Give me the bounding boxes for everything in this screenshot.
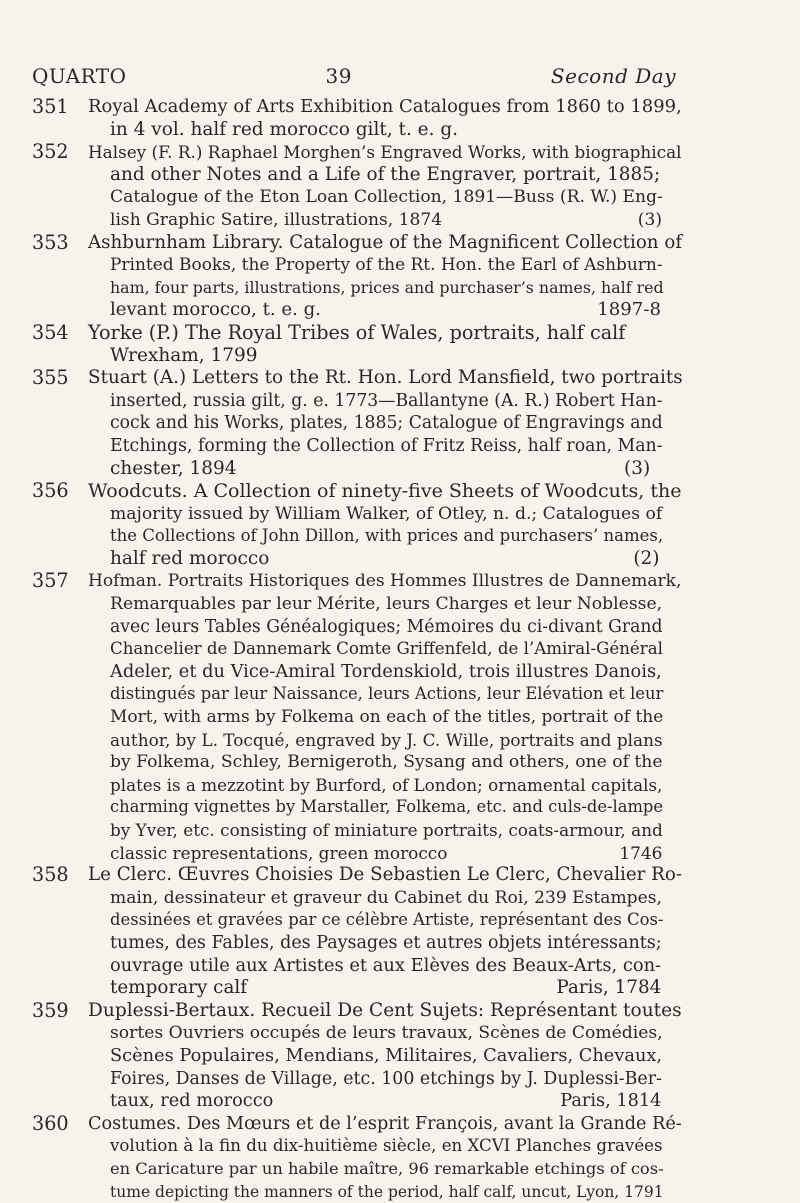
entry-line: by Folkema, Schley, Bernigeroth, Sysang and others, one of the xyxy=(88,751,682,774)
lot-number: 351 xyxy=(32,96,80,119)
entry-line: half red morocco (2) xyxy=(88,548,682,571)
entry-line: avec leurs Tables Généalogiques; Mémoires du ci-divant Grand xyxy=(88,616,682,639)
catalogue-entry xyxy=(32,367,682,480)
entry-line: temporary calf Paris, 1784 xyxy=(88,977,682,1000)
entry-line: Costumes. Des Mœurs et de l’esprit François, avant la Grande Ré- xyxy=(88,1113,682,1136)
catalogue-entries xyxy=(32,96,682,1203)
lot-number: 358 xyxy=(32,864,80,887)
entry-line: Remarquables par leur Mérite, leurs Charges et leur Noblesse, xyxy=(88,593,682,616)
catalogue-entry xyxy=(32,864,682,1000)
running-head-format: QUARTO xyxy=(32,64,127,88)
catalogue-entry xyxy=(32,1000,682,1113)
entry-line: Foires, Danses de Village, etc. 100 etchings by J. Duplessi-Ber- xyxy=(88,1068,682,1091)
entry-line: tumes, des Fables, des Paysages et autres objets intéressants; xyxy=(88,932,682,955)
entry-line: majority issued by William Walker, of Otley, n. d.; Catalogues of xyxy=(88,503,682,526)
entry-line: the Collections of John Dillon, with prices and purchasers’ names, xyxy=(88,525,682,548)
entry-line: sortes Ouvriers occupés de leurs travaux, Scènes de Comédies, xyxy=(88,1022,682,1045)
running-head xyxy=(32,64,676,88)
lot-number: 354 xyxy=(32,322,80,345)
lot-number: 352 xyxy=(32,141,80,164)
entry-line: en Caricature par un habile maître, 96 remarkable etchings of cos- xyxy=(88,1158,682,1181)
entry-line: taux, red morocco Paris, 1814 xyxy=(88,1090,682,1113)
catalogue-entry xyxy=(32,480,682,570)
lot-number: 353 xyxy=(32,232,80,255)
catalogue-entry xyxy=(32,141,682,231)
lot-number: 355 xyxy=(32,367,80,390)
catalogue-entry xyxy=(32,1113,682,1203)
entry-line: Royal Academy of Arts Exhibition Catalogues from 1860 to 1899, xyxy=(88,96,682,119)
entry-line: Le Clerc. Œuvres Choisies De Sebastien Le Clerc, Chevalier Ro- xyxy=(88,864,682,887)
lot-number: 356 xyxy=(32,480,80,503)
entry-line: levant morocco, t. e. g. 1897-8 xyxy=(88,299,682,322)
entry-line: classic representations, green morocco 1746 xyxy=(88,842,682,865)
catalogue-entry xyxy=(32,570,682,864)
entry-line: cock and his Works, plates, 1885; Catalogue of Engravings and xyxy=(88,412,682,435)
entry-line: by Yver, etc. consisting of miniature portraits, coats-armour, and xyxy=(88,819,682,842)
entry-line: Hofman. Portraits Historiques des Hommes Illustres de Dannemark, xyxy=(88,570,682,593)
entry-line: Ashburnham Library. Catalogue of the Magnificent Collection of xyxy=(88,232,682,255)
entry-line: author, by L. Tocqué, engraved by J. C. Wille, portraits and plans xyxy=(88,729,682,752)
entry-line: Scènes Populaires, Mendians, Militaires, Cavaliers, Chevaux, xyxy=(88,1045,682,1068)
entry-line: charming vignettes by Marstaller, Folkema, etc. and culs-de-lampe xyxy=(88,796,682,819)
entry-line: Woodcuts. A Collection of ninety-five Sheets of Woodcuts, the xyxy=(88,480,682,503)
entry-line: Wrexham, 1799 xyxy=(88,345,682,368)
entry-line: chester, 1894 (3) xyxy=(88,458,682,481)
lot-number: 360 xyxy=(32,1113,80,1136)
entry-line: plates is a mezzotint by Burford, of London; ornamental capitals, xyxy=(88,774,682,797)
entry-line: inserted, russia gilt, g. e. 1773—Ballantyne (A. R.) Robert Han- xyxy=(88,390,682,413)
entry-line: Halsey (F. R.) Raphael Morghen’s Engraved Works, with biographical xyxy=(88,141,682,164)
entry-line: distingués par leur Naissance, leurs Actions, leur Elévation et leur xyxy=(88,683,682,706)
entry-line: Printed Books, the Property of the Rt. Hon. the Earl of Ashburn- xyxy=(88,254,682,277)
entry-line: Etchings, forming the Collection of Fritz Reiss, half roan, Man- xyxy=(88,435,682,458)
entry-line: ham, four parts, illustrations, prices and purchaser’s names, half red xyxy=(88,277,682,300)
entry-line: ouvrage utile aux Artistes et aux Elèves des Beaux-Arts, con- xyxy=(88,955,682,978)
entry-line: Chancelier de Dannemark Comte Griffenfeld, de l’Amiral-Général xyxy=(88,638,682,661)
entry-line: in 4 vol. half red morocco gilt, t. e. g. xyxy=(88,119,682,142)
entry-line: Duplessi-Bertaux. Recueil De Cent Sujets: Représentant toutes xyxy=(88,1000,682,1023)
entry-line: and other Notes and a Life of the Engraver, portrait, 1885; xyxy=(88,164,682,187)
entry-line: Catalogue of the Eton Loan Collection, 1891—Buss (R. W.) Eng- xyxy=(88,186,682,209)
lot-number: 357 xyxy=(32,570,80,593)
entry-line: main, dessinateur et graveur du Cabinet du Roi, 239 Estampes, xyxy=(88,887,682,910)
lot-number: 359 xyxy=(32,1000,80,1023)
entry-line: volution à la fin du dix-huitième siècle, en XCVI Planches gravées xyxy=(88,1135,682,1158)
entry-line: tume depicting the manners of the period, half calf, uncut, Lyon, 1791 xyxy=(88,1181,682,1203)
running-head-section: Second Day xyxy=(551,64,676,88)
entry-line: Yorke (P.) The Royal Tribes of Wales, portraits, half calf xyxy=(88,322,682,345)
catalogue-entry xyxy=(32,96,682,141)
catalogue-entry xyxy=(32,232,682,322)
entry-line: dessinées et gravées par ce célèbre Artiste, représentant des Cos- xyxy=(88,909,682,932)
entry-line: Stuart (A.) Letters to the Rt. Hon. Lord Mansfield, two portraits xyxy=(88,367,682,390)
entry-line: Adeler, et du Vice-Amiral Tordenskiold, trois illustres Danois, xyxy=(88,661,682,684)
entry-line: lish Graphic Satire, illustrations, 1874 (3) xyxy=(88,209,682,232)
catalogue-entry xyxy=(32,322,682,367)
entry-line: Mort, with arms by Folkema on each of the titles, portrait of the xyxy=(88,706,682,729)
page-number: 39 xyxy=(326,64,352,88)
